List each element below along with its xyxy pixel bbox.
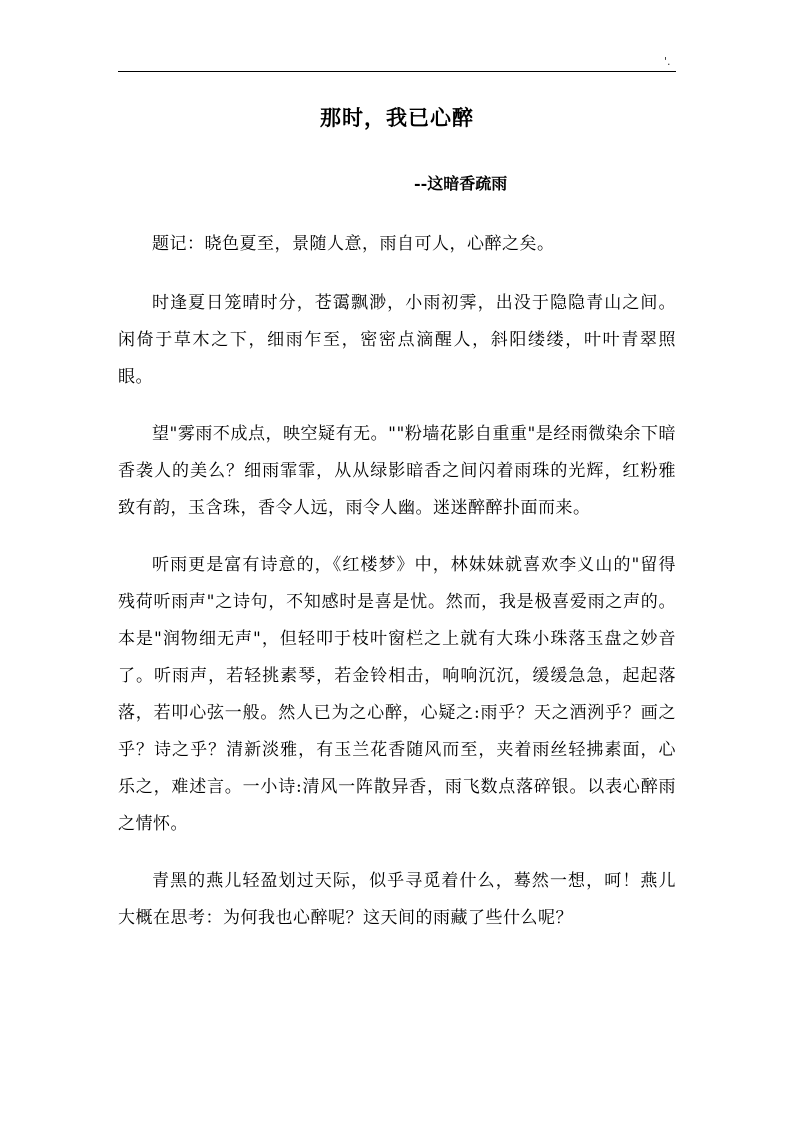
epigraph-paragraph: 题记：晓色夏至，景随人意，雨自可人，心醉之矣。 — [152, 234, 555, 254]
document-title: 那时，我已心醉 — [320, 105, 474, 130]
body-paragraph: 望"雾雨不成点，映空疑有无。""粉墙花影自重重"是经雨微染余下暗香袭人的美么？细雨霏霏，从从绿影暗香之间闪着雨珠的光辉，红粉雅致有韵，玉含珠，香令人远，雨令人幽。迷迷醉醉扑面而来。 — [118, 424, 676, 518]
body-paragraph: 听雨更是富有诗意的，《红楼梦》中，林妹妹就喜欢李义山的"留得残荷听雨声"之诗句，不知感时是喜是忧。然而，我是极喜爱雨之声的。本是"润物细无声"，但轻叩于枝叶窗栏之上就有大珠小珠落玉盘之妙音了。听雨声，若轻挑素琴，若金铃相击，响响沉沉，缓缓急急，起起落落，若叩心弦一般。然人已为之心醉，心疑之:雨乎？天之酒洌乎？画之乎？诗之乎？清新淡雅，有玉兰花香随风而至，夹着雨丝轻拂素面，心乐之，难述言。一小诗:清风一阵散异香，雨飞数点落碎银。以表心醉雨之情怀。 — [118, 555, 676, 834]
page-marker: '. — [664, 55, 671, 68]
header-rule — [118, 71, 676, 72]
document-body — [118, 226, 676, 957]
body-paragraph: 时逢夏日笼晴时分，苍霭飘渺，小雨初霁，出没于隐隐青山之间。闲倚于草木之下，细雨乍至，密密点滴醒人，斜阳缕缕，叶叶青翠照眼。 — [118, 293, 676, 387]
body-paragraph: 青黑的燕儿轻盈划过天际，似乎寻觅着什么，蓦然一想，呵！燕儿大概在思考：为何我也心醉呢？这天间的雨藏了些什么呢？ — [118, 871, 676, 928]
document-subtitle: --这暗香疏雨 — [414, 174, 508, 193]
